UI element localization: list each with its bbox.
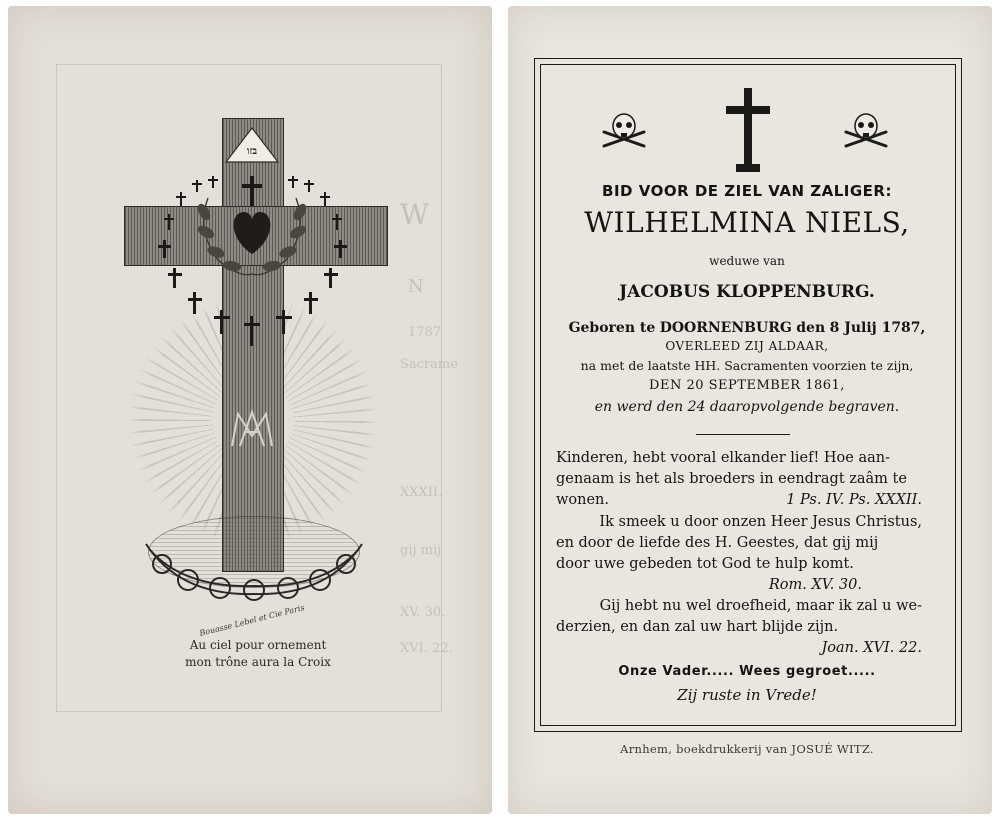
deceased-name: WILHELMINA NIELS,	[584, 206, 910, 239]
verse-line: derzien, en dan zal uw hart blijde zijn.	[556, 619, 839, 635]
verse-line: door uwe gebeden tot God te hulp komt.	[556, 556, 854, 572]
cross-icon	[724, 86, 772, 176]
verse-line: wonen.	[556, 492, 610, 508]
birth-date: 8 Julij 1787,	[829, 320, 926, 336]
verse-reference: 1 Ps. IV. Ps. XXXII.	[786, 492, 922, 508]
memorial-card-back	[508, 6, 992, 814]
birth-place: DOORNENBURG	[659, 320, 792, 336]
birth-prefix: Geboren te	[568, 320, 656, 336]
rest-in-peace-line: Zij ruste in Vrede!	[677, 686, 817, 704]
bleed-text: XXXII.	[400, 485, 443, 500]
widow-of-label: weduwe van	[709, 254, 785, 268]
spouse-name: JACOBUS KLOPPENBURG.	[619, 282, 875, 302]
verse-line: Kinderen, hebt vooral elkander lief! Hoe aan-	[556, 450, 890, 466]
bleed-text: 1787	[408, 325, 442, 340]
crown-of-thorns-icon	[140, 536, 368, 606]
holy-card-front	[8, 6, 492, 814]
bleed-text: XVI. 22.	[400, 641, 453, 656]
triangle-label: בזו	[246, 146, 258, 157]
bleed-text: W	[400, 198, 429, 231]
verse-line: en door de liefde des H. Geestes, dat gij mij	[556, 535, 879, 551]
death-date-line: DEN 20 SEPTEMBER 1861,	[649, 378, 845, 393]
verse-line: Gij hebt nu wel droefheid, maar ik zal u we-	[599, 598, 922, 614]
skull-crossbones-icon	[842, 110, 890, 152]
verse-line: Ik smeek u door onzen Heer Jesus Christus,	[599, 514, 922, 530]
printer-line: Arnhem, boekdrukkerij van JOSUÉ WITZ.	[620, 742, 874, 756]
burial-line: en werd den 24 daaropvolgende begraven.	[594, 399, 900, 415]
prayers-line: Onze Vader..... Wees gegroet.....	[618, 664, 876, 679]
marian-monogram-icon	[228, 404, 276, 450]
birth-line	[548, 320, 946, 336]
verse-line: genaam is het als broeders in eendragt zaâm te	[556, 471, 907, 487]
bleed-text: gij mij	[400, 543, 442, 558]
caption-line-2: mon trône aura la Croix	[185, 655, 331, 669]
engraver-mark: Bouasse Lebel et Cie Paris	[198, 603, 306, 638]
skull-crossbones-icon	[600, 110, 648, 152]
caption-line-1: Au ciel pour ornement	[189, 638, 327, 652]
died-there-line: OVERLEED ZIJ ALDAAR,	[665, 339, 829, 353]
bleed-text: Sacrame	[400, 357, 458, 372]
divider-line	[696, 434, 790, 435]
prayer-heading: BID VOOR DE ZIEL VAN ZALIGER:	[602, 182, 892, 200]
bleed-text: N	[408, 276, 424, 297]
verse-reference: Joan. XVI. 22.	[821, 640, 922, 656]
sacraments-line: na met de laatste HH. Sacramenten voorzien te zijn,	[580, 358, 914, 373]
birth-mid: den	[796, 320, 826, 336]
verse-reference: Rom. XV. 30.	[768, 577, 862, 593]
small-crosses-pattern	[148, 176, 358, 361]
bleed-text: XV. 30.	[400, 605, 446, 620]
